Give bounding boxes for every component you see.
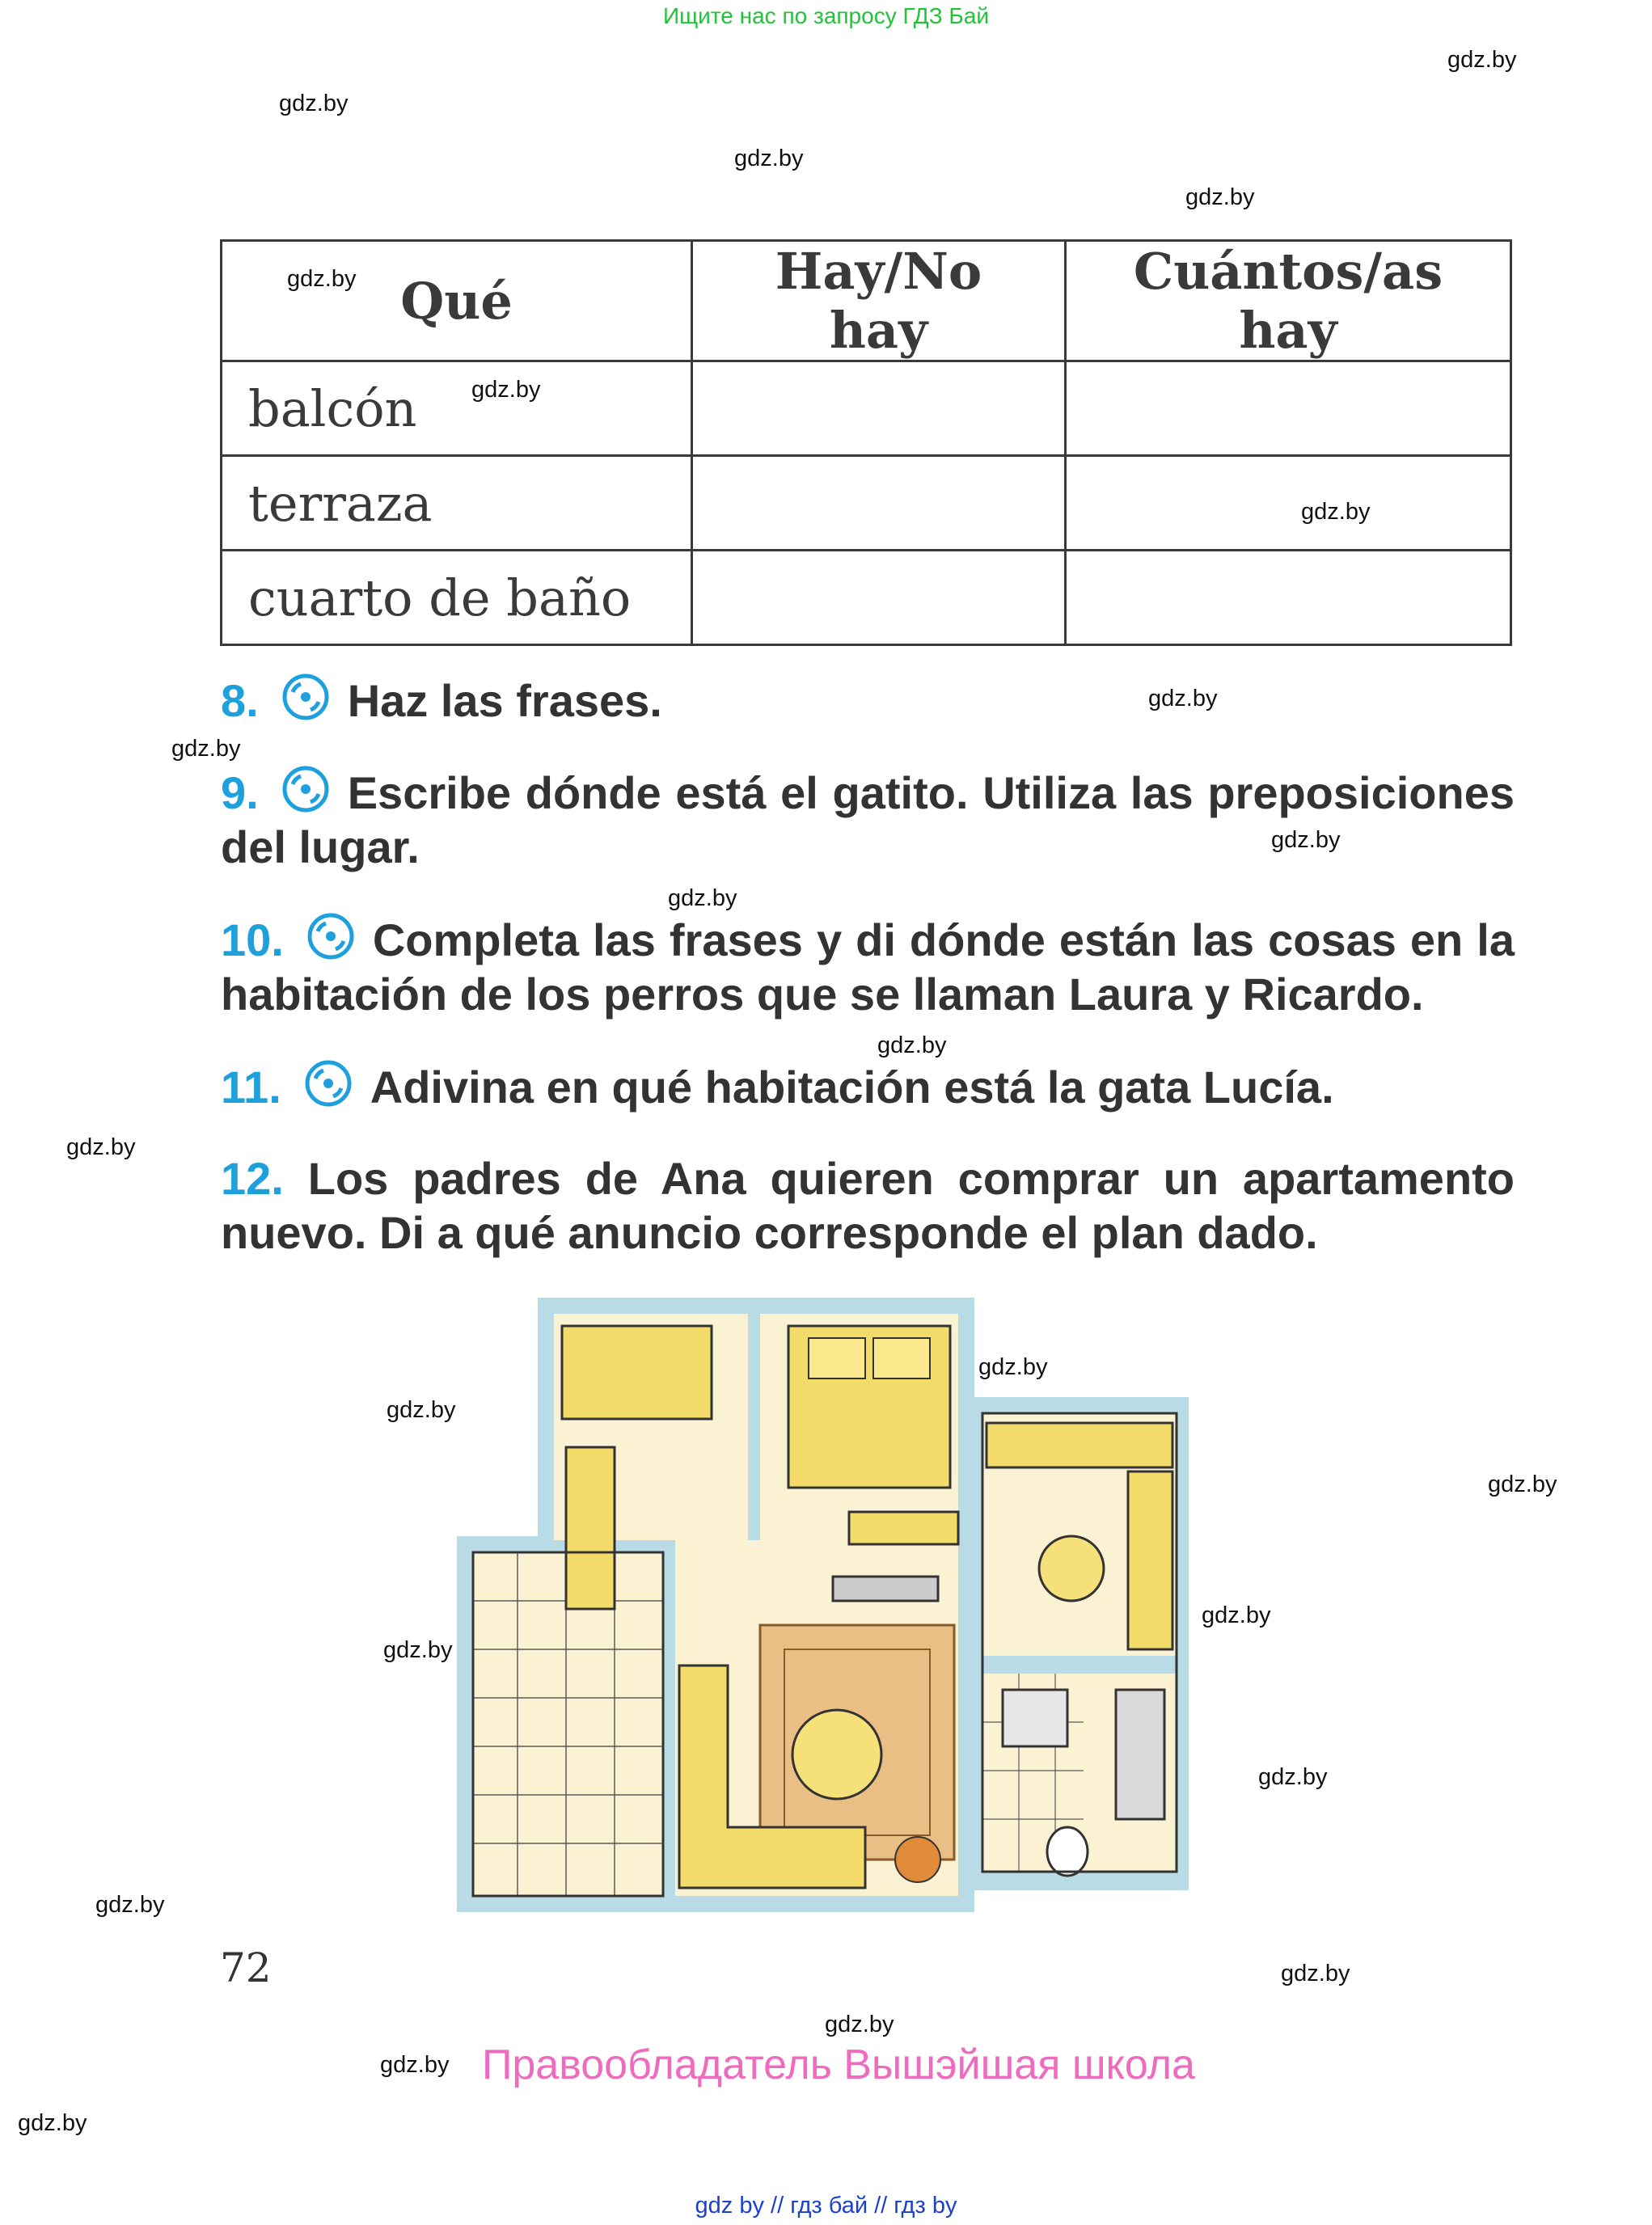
exercise-10 — [221, 912, 1515, 1021]
watermark: gdz.by — [1271, 827, 1341, 853]
plant-pot — [895, 1837, 940, 1882]
exercise-text: Escribe dónde está el gatito. Utiliza las preposiciones del lugar. — [221, 767, 1515, 872]
watermark: gdz.by — [1258, 1764, 1328, 1790]
kitchen-counter-side — [1128, 1471, 1172, 1649]
watermark: gdz.by — [734, 146, 804, 171]
exercise-text: Adivina en qué habitación está la gata Lucía. — [370, 1062, 1334, 1112]
watermark: gdz.by — [279, 91, 349, 116]
page-number: 72 — [220, 1944, 272, 1991]
table-row — [222, 551, 1511, 645]
header-cuantos: Cuántos/as hay — [1066, 241, 1511, 361]
exercise-number: 9. — [221, 767, 259, 818]
watermark: gdz.by — [1447, 47, 1517, 73]
watermark: gdz.by — [171, 736, 241, 762]
study-desk — [566, 1447, 615, 1609]
watermark: gdz.by — [1281, 1961, 1350, 1986]
table-row — [222, 361, 1511, 456]
bedroom-dresser — [849, 1512, 958, 1544]
pillow — [809, 1338, 865, 1378]
kitchen-counter — [987, 1423, 1172, 1467]
watermark: gdz.by — [1148, 686, 1218, 711]
watermark: gdz.by — [471, 377, 541, 403]
watermark: gdz.by — [1301, 499, 1371, 525]
apartment-floor-plan — [453, 1294, 1197, 1916]
facilities-table — [220, 239, 1512, 646]
watermark: gdz.by — [18, 2110, 87, 2136]
watermark: gdz.by — [66, 1134, 136, 1160]
coffee-table — [792, 1710, 881, 1799]
watermark: gdz.by — [978, 1354, 1048, 1380]
answer-cell[interactable] — [1066, 551, 1511, 645]
tv-stand — [833, 1577, 938, 1601]
watermark: gdz.by — [1202, 1602, 1271, 1628]
table-cell: cuarto de baño — [222, 551, 692, 645]
exercise-9 — [221, 765, 1515, 874]
answer-cell[interactable] — [1066, 361, 1511, 456]
exercise-number: 8. — [221, 675, 259, 726]
watermark: gdz.by — [287, 266, 357, 292]
exercise-text: Haz las frases. — [347, 675, 662, 726]
cd-audio-icon[interactable] — [306, 912, 355, 961]
answer-cell[interactable] — [692, 456, 1066, 551]
cd-audio-icon[interactable] — [281, 765, 330, 813]
exercise-text: Completa las frases y di dónde están las cosas en la habitación de los perros que se llaman Laura y Ricardo. — [221, 914, 1515, 1020]
toilet — [1047, 1827, 1088, 1876]
cd-audio-icon[interactable] — [281, 673, 330, 721]
header-hay: Hay/No hay — [692, 241, 1066, 361]
watermark: gdz.by — [380, 2052, 450, 2078]
watermark: gdz.by — [877, 1032, 947, 1058]
footer-links[interactable]: gdz by // гдз бай // гдз by — [695, 2193, 957, 2219]
exercise-text: Los padres de Ana quieren comprar un apartamento nuevo. Di a qué anuncio corresponde el plan dado. — [221, 1153, 1515, 1258]
table-cell: gdz.by balcón — [222, 361, 692, 456]
exercise-12 — [221, 1151, 1515, 1260]
exercise-8 — [221, 673, 1515, 728]
table-row — [222, 456, 1511, 551]
top-banner[interactable]: Ищите нас по запросу ГДЗ Бай — [662, 3, 990, 28]
table-cell: terraza — [222, 456, 692, 551]
cd-audio-icon[interactable] — [304, 1059, 353, 1108]
table-header-row — [222, 241, 1511, 361]
copyright-notice: Правообладатель Вышэйшая школа — [482, 2041, 1195, 2088]
sink — [1003, 1690, 1067, 1746]
watermark: gdz.by — [1185, 184, 1255, 210]
watermark: gdz.by — [1488, 1471, 1557, 1497]
header-que: gdz.by Qué — [222, 241, 692, 361]
bathtub — [1116, 1690, 1164, 1819]
pillow — [873, 1338, 930, 1378]
answer-cell[interactable] — [692, 361, 1066, 456]
kitchen-table — [1039, 1536, 1104, 1601]
answer-cell[interactable] — [1066, 456, 1511, 551]
exercise-number: 11. — [221, 1062, 281, 1112]
watermark: gdz.by — [387, 1397, 456, 1423]
exercise-11 — [221, 1059, 1515, 1114]
answer-cell[interactable] — [692, 551, 1066, 645]
watermark: gdz.by — [95, 1892, 165, 1918]
watermark: gdz.by — [668, 885, 737, 911]
study-bed — [562, 1326, 712, 1419]
watermark: gdz.by — [825, 2012, 894, 2037]
exercise-number: 10. — [221, 914, 284, 965]
exercise-number: 12. — [221, 1153, 284, 1204]
watermark: gdz.by — [383, 1637, 453, 1663]
